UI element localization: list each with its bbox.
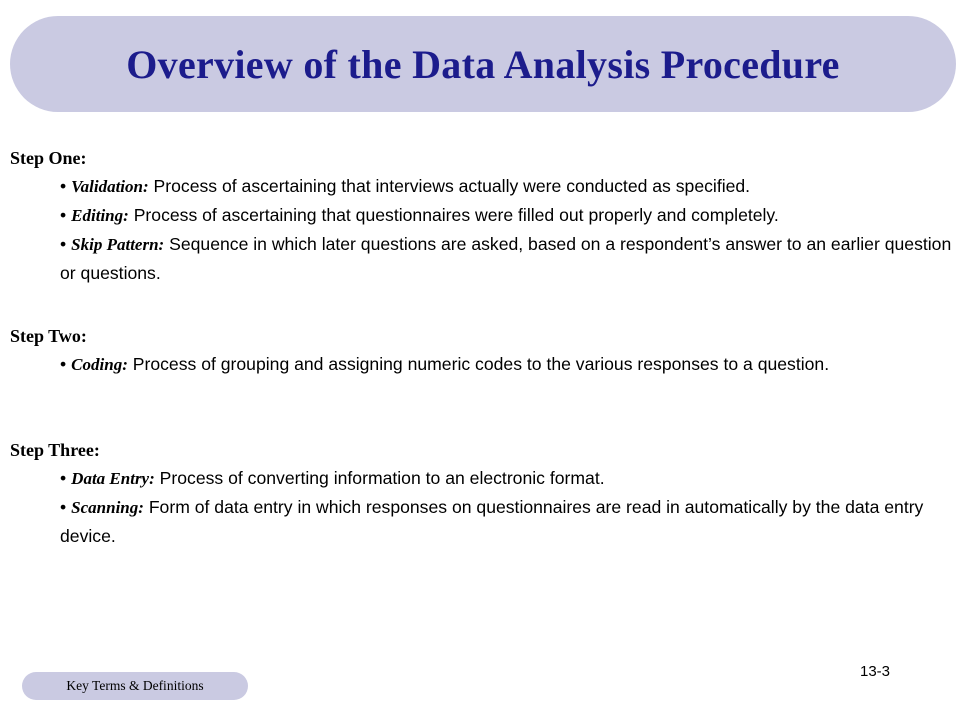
step-one-section (10, 146, 954, 288)
term-name: Coding: (71, 355, 128, 374)
bullet-icon: • (60, 354, 67, 374)
step-three-heading: Step Three: (10, 440, 100, 460)
bullet-icon: • (60, 468, 67, 488)
step-three-list (10, 464, 954, 551)
term-data-entry (60, 464, 954, 493)
term-validation (60, 172, 954, 201)
page-number: 13-3 (860, 663, 891, 680)
term-skip-pattern (60, 230, 954, 288)
step-two-list (10, 350, 954, 379)
footer-banner (22, 672, 248, 700)
term-definition: Process of converting information to an electronic format. (159, 468, 605, 488)
term-name: Editing: (71, 206, 129, 225)
term-definition: Sequence in which later questions are asked, based on a respondent’s answer to an earlier question or questions. (60, 234, 952, 283)
term-definition: Process of ascertaining that questionnaires were filled out properly and completely. (133, 205, 779, 225)
term-definition: Form of data entry in which responses on questionnaires are read in automatically by the data entry device. (60, 497, 924, 546)
step-two-section (10, 324, 954, 379)
step-three-section (10, 438, 954, 551)
content-area (10, 146, 954, 551)
term-scanning (60, 493, 954, 551)
term-coding (60, 350, 954, 379)
term-editing (60, 201, 954, 230)
bullet-icon: • (60, 497, 67, 517)
footer-label: Key Terms & Definitions (66, 678, 204, 693)
term-name: Scanning: (71, 498, 144, 517)
term-name: Skip Pattern: (71, 235, 165, 254)
bullet-icon: • (60, 205, 67, 225)
bullet-icon: • (60, 234, 67, 254)
term-definition: Process of ascertaining that interviews actually were conducted as specified. (153, 176, 751, 196)
term-name: Validation: (71, 177, 149, 196)
bullet-icon: • (60, 176, 67, 196)
term-definition: Process of grouping and assigning numeric codes to the various responses to a question. (132, 354, 830, 374)
title-banner (10, 16, 956, 112)
step-two-heading: Step Two: (10, 326, 87, 346)
slide-title: Overview of the Data Analysis Procedure (126, 41, 840, 87)
step-one-list (10, 172, 954, 288)
step-one-heading: Step One: (10, 148, 87, 168)
term-name: Data Entry: (71, 469, 155, 488)
